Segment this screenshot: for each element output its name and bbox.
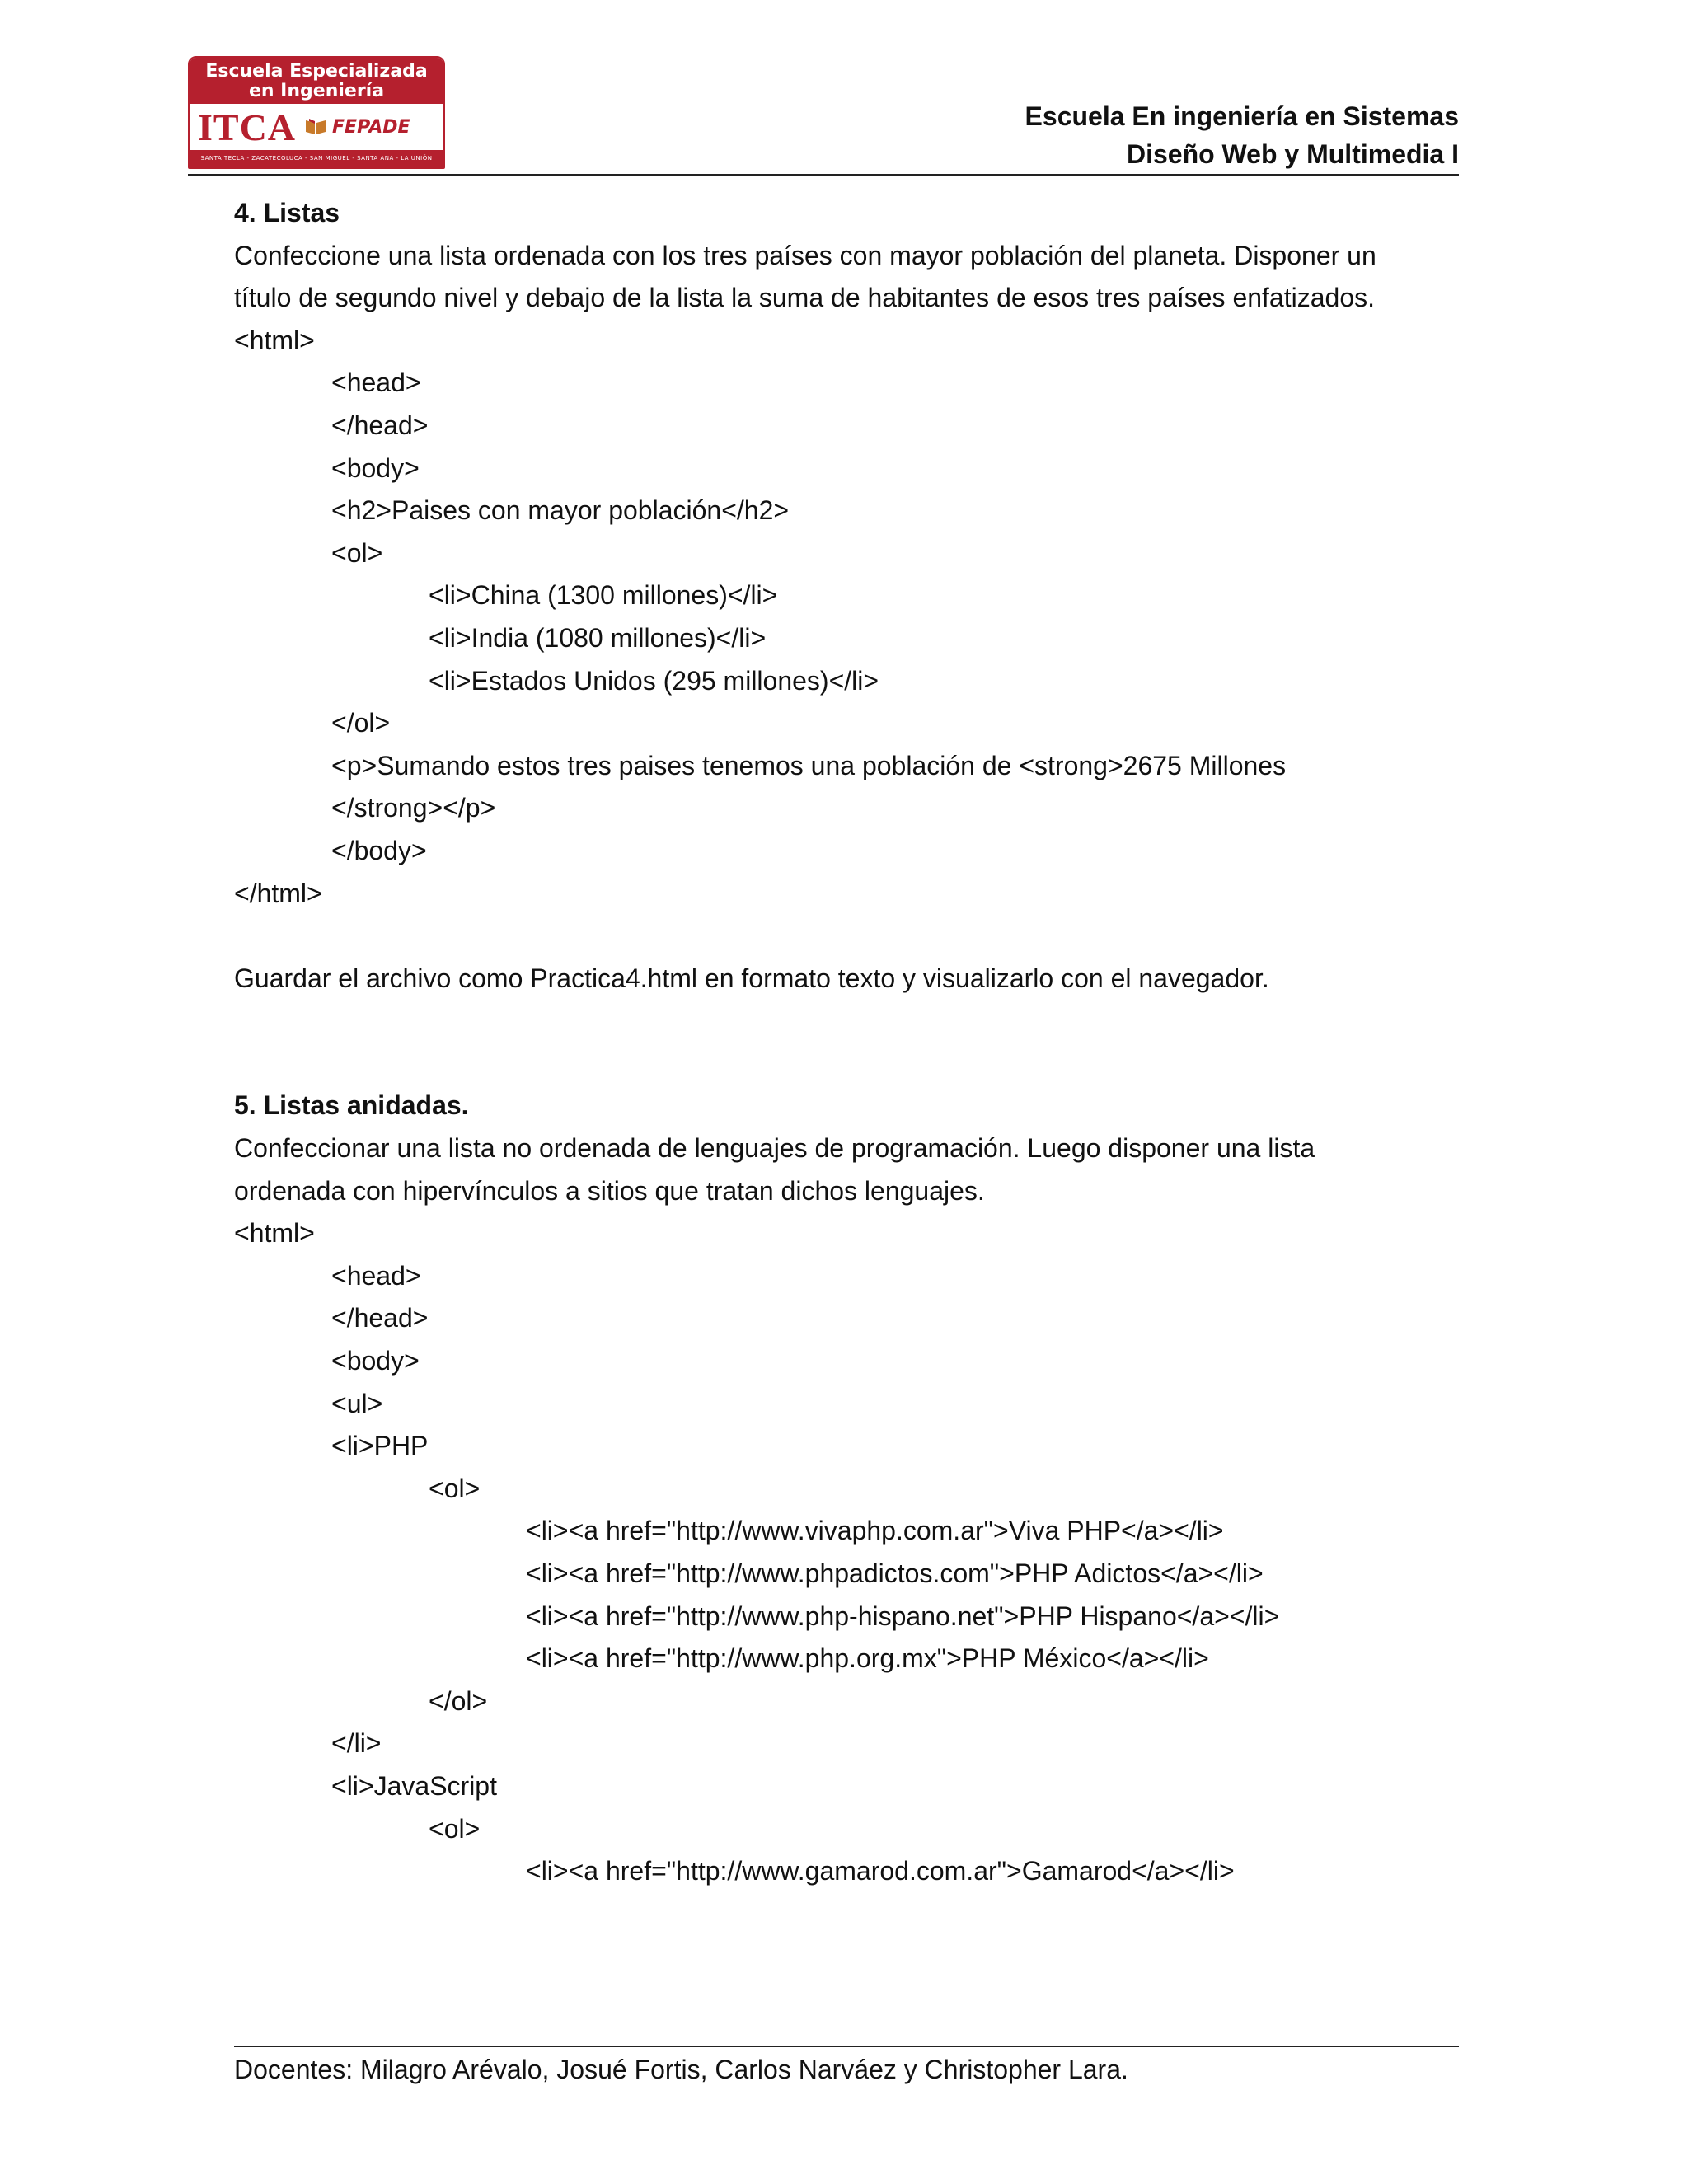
section-5-code [234,1212,1462,1893]
code-line: <li><a href="http://www.php.org.mx">PHP México</a></li> [526,1643,1209,1674]
code-line: </li> [331,1728,382,1759]
code-line: <li><a href="http://www.php-hispano.net">PHP Hispano</a></li> [526,1601,1280,1631]
footer-divider [234,2046,1459,2047]
section-5-intro-2: ordenada con hipervínculos a sitios que tratan dichos lenguajes. [234,1175,985,1206]
section-5-intro-1: Confeccionar una lista no ordenada de lenguajes de programación. Luego disponer una lista [234,1133,1315,1164]
logo-campuses: SANTA TECLA - ZACATECOLUCA - SAN MIGUEL - SANTA ANA - LA UNIÓN [190,150,443,167]
logo-banner [190,58,443,104]
code-line: <head> [331,1260,421,1291]
book-icon [304,118,327,136]
code-line: <body> [331,452,420,483]
code-line: </ol> [331,708,391,738]
logo-line-1: Escuela Especializada [205,61,428,82]
code-line: <li>Estados Unidos (295 millones)</li> [429,665,879,696]
code-line: <ul> [331,1388,383,1418]
section-4-intro-2: título de segundo nivel y debajo de la lista la suma de habitantes de esos tres países enfatizados. [234,283,1375,313]
document-header [1025,97,1459,173]
code-line: <p>Sumando estos tres paises tenemos una población de <strong>2675 Millones [331,750,1287,780]
code-line: <li><a href="http://www.phpadictos.com">PHP Adictos</a></li> [526,1558,1264,1588]
course-name: Diseño Web y Multimedia I [1126,139,1459,169]
code-line: </html> [234,878,322,908]
footer-teachers: Docentes: Milagro Arévalo, Josué Fortis, Carlos Narváez y Christopher Lara. [234,2055,1128,2084]
code-line: <li><a href="http://www.vivaphp.com.ar">Viva PHP</a></li> [526,1516,1224,1546]
code-line: <li>India (1080 millones)</li> [429,622,767,653]
school-logo [188,56,445,169]
section-4-code [234,320,1462,915]
logo-brand-row [190,104,443,150]
code-line: </head> [331,1303,429,1333]
header-divider [188,174,1459,176]
code-line: </ol> [429,1685,488,1716]
logo-brand: ITCA [198,105,297,148]
code-line: </strong></p> [331,793,496,823]
code-line: <head> [331,368,421,398]
section-5-title: 5. Listas anidadas. [234,1090,469,1121]
code-line: <html> [234,325,315,355]
logo-line-2: en Ingeniería [248,81,385,101]
code-line: <ol> [429,1813,481,1844]
page-content [234,192,1462,1893]
school-name: Escuela En ingeniería en Sistemas [1025,101,1459,131]
section-4-intro-1: Confeccione una lista ordenada con los tres países con mayor población del planeta. Disponer un [234,240,1376,270]
code-line: <li><a href="http://www.gamarod.com.ar">Gamarod</a></li> [526,1856,1235,1886]
code-line: <html> [234,1218,315,1249]
code-line: <li>JavaScript [331,1770,497,1801]
code-line: <ol> [331,537,383,568]
code-line: <li>PHP [331,1431,429,1461]
code-line: <li>China (1300 millones)</li> [429,580,778,611]
save-instruction: Guardar el archivo como Practica4.html en formato texto y visualizarlo con el navegador. [234,963,1269,993]
code-line: </body> [331,835,427,865]
logo-partner: FEPADE [332,116,410,138]
code-line: <body> [331,1346,420,1376]
code-line: <ol> [429,1473,481,1503]
section-4-title: 4. Listas [234,198,340,227]
code-line: <h2>Paises con mayor población</h2> [331,495,790,526]
code-line: </head> [331,410,429,440]
